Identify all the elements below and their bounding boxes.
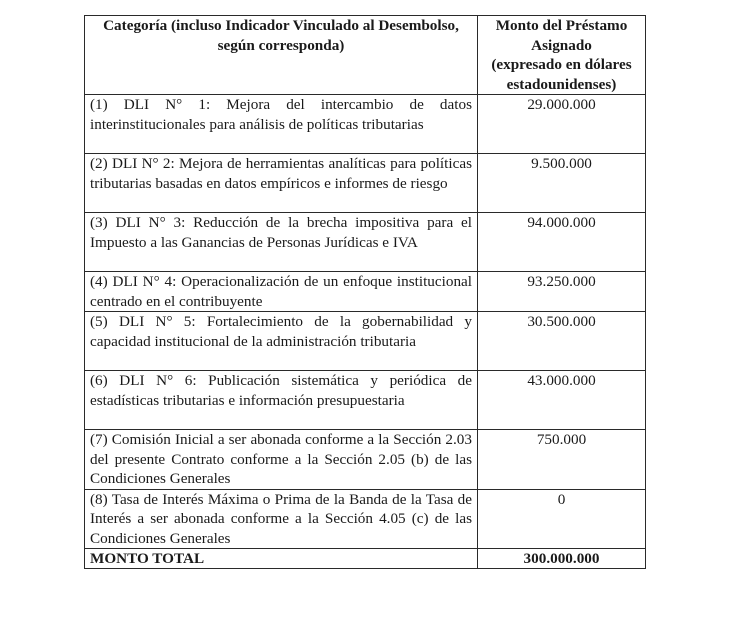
allocation-table <box>84 15 646 569</box>
category-cell: (8) Tasa de Interés Máxima o Prima de la Banda de la Tasa de Interés a ser abonada conforme a la Sección 4.05 (c) de las Condiciones Generales <box>85 489 478 549</box>
amount-cell: 750.000 <box>478 430 646 490</box>
amount-header-line: Monto del Préstamo <box>495 17 628 34</box>
amount-header-line: estadounidenses) <box>506 75 617 93</box>
table-row <box>85 154 646 213</box>
amount-cell: 30.500.000 <box>478 312 646 371</box>
amount-header-line: (expresado en dólares <box>491 56 632 73</box>
amount-header-line: Asignado <box>531 36 592 54</box>
amount-cell: 29.000.000 <box>478 95 646 154</box>
amount-header <box>478 16 646 95</box>
amount-cell: 43.000.000 <box>478 371 646 430</box>
category-cell: (5) DLI N° 5: Fortalecimiento de la gobernabilidad y capacidad institucional de la administración tributaria <box>85 312 478 371</box>
header-row <box>85 16 646 95</box>
category-cell: (7) Comisión Inicial a ser abonada conforme a la Sección 2.03 del presente Contrato conforme a la Sección 2.05 (b) de las Condiciones Generales <box>85 430 478 490</box>
total-amount: 300.000.000 <box>478 549 646 569</box>
category-cell: (6) DLI N° 6: Publicación sistemática y periódica de estadísticas tributarias e información presupuestaria <box>85 371 478 430</box>
table-row <box>85 312 646 371</box>
table-row <box>85 430 646 490</box>
category-cell: (1) DLI N° 1: Mejora del intercambio de datos interinstitucionales para análisis de políticas tributarias <box>85 95 478 154</box>
category-cell: (3) DLI N° 3: Reducción de la brecha impositiva para el Impuesto a las Ganancias de Personas Jurídicas e IVA <box>85 213 478 272</box>
table-row <box>85 371 646 430</box>
total-label: MONTO TOTAL <box>85 549 478 569</box>
table-row <box>85 489 646 549</box>
table-row <box>85 95 646 154</box>
table-row <box>85 272 646 312</box>
category-header: Categoría (incluso Indicador Vinculado al Desembolso, según corresponda) <box>85 16 478 95</box>
category-cell: (2) DLI N° 2: Mejora de herramientas analíticas para políticas tributarias basadas en datos empíricos e informes de riesgo <box>85 154 478 213</box>
table-row <box>85 213 646 272</box>
total-row <box>85 549 646 569</box>
amount-cell: 93.250.000 <box>478 272 646 312</box>
amount-cell: 94.000.000 <box>478 213 646 272</box>
category-cell: (4) DLI N° 4: Operacionalización de un enfoque institucional centrado en el contribuyente <box>85 272 478 312</box>
amount-cell: 0 <box>478 489 646 549</box>
amount-cell: 9.500.000 <box>478 154 646 213</box>
